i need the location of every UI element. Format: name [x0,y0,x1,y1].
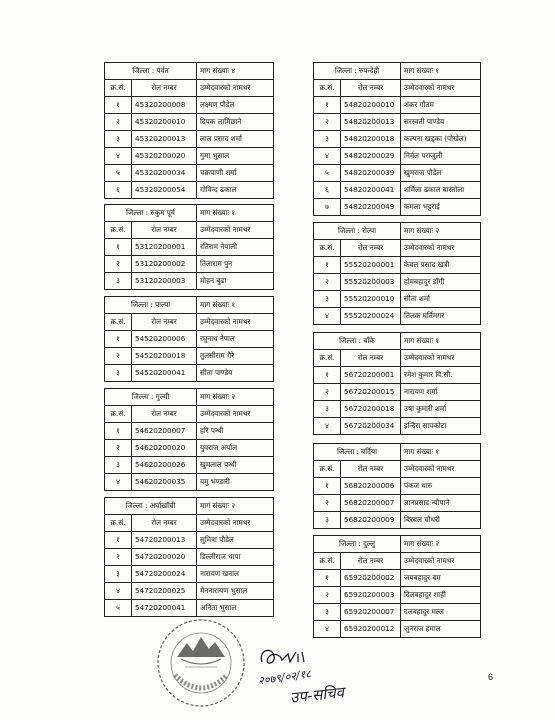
row-name: केवल प्रसाद खत्री [401,257,481,274]
row-sn: ४ [314,621,341,638]
table-row [314,165,481,182]
col-sn-header: क्र.सं. [105,222,132,239]
district-label: जिल्ला : बर्दिया [314,444,401,461]
row-sn: ३ [314,604,341,621]
row-roll: 45320200013 [132,131,197,148]
row-sn: १ [105,532,132,549]
row-roll: 55520200001 [341,257,401,274]
row-roll: 56720200015 [341,384,401,401]
table-row [105,532,274,549]
demand-count: माग संख्याः २ [197,498,274,515]
row-sn: ५ [105,600,132,617]
row-sn: ३ [105,365,132,382]
row-sn: ३ [105,457,132,474]
row-sn: १ [314,570,341,587]
district-label: जिल्ला : पाल्पा [105,297,197,314]
row-sn: ५ [105,165,132,182]
district-table-rolpa [313,222,481,325]
official-seal-icon [155,617,247,709]
table-row [314,621,481,638]
row-name: रमेश कुमार वि.सी. [401,367,481,384]
table-row [105,114,274,131]
row-sn: ३ [105,566,132,583]
demand-count: माग संख्याः १ [197,205,274,222]
table-row [314,418,481,435]
col-name-header: उम्मेदवारको नामथर [401,461,481,478]
col-name-header: उम्मेदवारको नामथर [401,240,481,257]
row-roll: 65920200003 [341,587,401,604]
row-sn: २ [314,384,341,401]
row-roll: 55520200003 [341,274,401,291]
table-row [314,291,481,308]
row-roll: 45320200034 [132,165,197,182]
row-name: शंकर गौतम [401,97,481,114]
col-name-header: उम्मेदवारको नामथर [401,553,481,570]
table-row [314,587,481,604]
row-name: जयबहादुर बम [401,570,481,587]
row-roll: 54820200039 [341,165,401,182]
row-roll: 45320200008 [132,97,197,114]
demand-count: माग संख्याः २ [197,389,274,406]
row-name: अनिता भुसाल [197,600,274,617]
col-roll-header: रोल नम्बर [132,406,197,423]
table-row [314,512,481,529]
row-sn: ४ [105,583,132,600]
district-label: जिल्ला : दुल्लु [314,536,401,553]
demand-count: माग संख्याः १ [197,297,274,314]
row-name: खुमलाल पन्थी [197,457,274,474]
row-sn: २ [105,256,132,273]
row-sn: १ [314,478,341,495]
row-name: ज्ञानप्रसाद न्यौपाने [401,495,481,512]
row-roll: 53120200002 [132,256,197,273]
table-row [105,148,274,165]
row-sn: २ [314,495,341,512]
col-roll-header: रोल नम्बर [132,222,197,239]
row-sn: ५ [314,165,341,182]
district-table-palpa [104,296,274,382]
table-row [314,274,481,291]
district-table-banke [313,332,481,435]
row-name: मेननारायण भुसाल [197,583,274,600]
table-row [314,257,481,274]
row-name: दिलबहादुर शाही [401,587,481,604]
row-roll: 55520200010 [341,291,401,308]
district-label: जिल्ला : रोल्पा [314,223,401,240]
row-roll: 54620200035 [132,474,197,491]
row-sn: ३ [314,401,341,418]
col-roll-header: रोल नम्बर [341,350,401,367]
col-name-header: उम्मेदवारको नामथर [401,350,481,367]
row-sn: २ [314,274,341,291]
table-row [314,114,481,131]
row-roll: 54720200020 [132,549,197,566]
row-roll: 45320200020 [132,148,197,165]
row-roll: 56820200006 [341,478,401,495]
table-row [314,495,481,512]
row-name: होमबहादुर डाँगी [401,274,481,291]
row-name: गुमा भुसाल [197,148,274,165]
table-row [105,182,274,199]
row-sn: २ [314,114,341,131]
row-sn: ३ [105,273,132,290]
table-row [105,273,274,290]
table-row [314,604,481,621]
row-sn: १ [105,97,132,114]
row-name: सीता पाण्डेय [197,365,274,382]
demand-count: माग संख्याः २ [401,536,481,553]
row-name: यमु भण्डारी [197,474,274,491]
row-sn: ६ [314,182,341,199]
table-row [105,239,274,256]
row-name: कमला भट्टराई [401,199,481,216]
row-name: डिल्लीराज थापा [197,549,274,566]
row-name: सीता शर्मा [401,291,481,308]
row-sn: २ [105,114,132,131]
row-sn: ४ [314,148,341,165]
table-row [314,97,481,114]
row-roll: 54820200041 [341,182,401,199]
row-roll: 65920200007 [341,604,401,621]
district-table-arghakhanchi [104,497,274,617]
table-row [105,549,274,566]
row-roll: 56720200001 [341,367,401,384]
row-name: नारायण खनाल [197,566,274,583]
district-table-bardiya [313,443,481,529]
col-sn-header: क्र.सं. [105,314,132,331]
row-sn: १ [105,423,132,440]
table-row [105,423,274,440]
row-roll: 65920200012 [341,621,401,638]
row-roll: 54820200018 [341,131,401,148]
row-roll: 54720200025 [132,583,197,600]
table-row [105,348,274,365]
row-roll: 56720200034 [341,418,401,435]
demand-count: माग संख्याः ४ [197,63,274,80]
district-label: जिल्ला : अर्घाखाँची [105,498,197,515]
col-name-header: उम्मेदवारको नामथर [197,80,274,97]
row-roll: 54720200013 [132,532,197,549]
row-name: तिलक घर्तिमगर [401,308,481,325]
table-row [314,367,481,384]
district-label: जिल्ला : गुल्मी [105,389,197,406]
row-sn: २ [105,348,132,365]
table-row [105,474,274,491]
row-name: शर्मिला ढकाल बास्तोला [401,182,481,199]
row-name: इन्दिरा सापकोटा [401,418,481,435]
col-roll-header: रोल नम्बर [341,80,401,97]
row-sn: १ [314,97,341,114]
row-sn: २ [105,440,132,457]
row-roll: 54620200026 [132,457,197,474]
row-roll: 53120200001 [132,239,197,256]
row-name: तुलसीराम गैरे [197,348,274,365]
table-row [314,199,481,216]
row-sn: ६ [105,182,132,199]
row-roll: 54620200007 [132,423,197,440]
table-row [105,440,274,457]
col-name-header: उम्मेदवारको नामथर [197,406,274,423]
row-name: चक्रपाणी शर्मा [197,165,274,182]
row-roll: 55520200024 [341,308,401,325]
table-row [105,256,274,273]
table-row [105,365,274,382]
table-row [105,566,274,583]
district-label: जिल्ला : बाँके [314,333,401,350]
row-sn: ४ [105,148,132,165]
row-name: निर्मल पराजुली [401,148,481,165]
row-name: हरि पन्थी [197,423,274,440]
signature-title: उप-सचिव [289,683,345,707]
row-roll: 54520200018 [132,348,197,365]
row-roll: 56820200009 [341,512,401,529]
table-row [314,401,481,418]
row-roll: 54520200041 [132,365,197,382]
table-row [314,148,481,165]
table-row [314,308,481,325]
page-number: 6 [488,672,494,682]
row-roll: 54520200006 [132,331,197,348]
row-roll: 45320200054 [132,182,197,199]
row-roll: 54820200049 [341,199,401,216]
table-row [105,97,274,114]
row-sn: ३ [314,291,341,308]
col-roll-header: रोल नम्बर [341,240,401,257]
row-name: सुमित्रा पौडेल [197,532,274,549]
district-table-rupandehi [313,62,481,216]
row-sn: ४ [314,418,341,435]
row-name: कल्पना खड्का (पोखेल) [401,131,481,148]
row-name: सरस्वती पाण्डेय [401,114,481,131]
district-label: जिल्ला : रुकुम पूर्व [105,205,197,222]
row-name: नारायण शर्मा [401,384,481,401]
col-name-header: उम्मेदवारको नामथर [197,222,274,239]
row-name: उषा कुमारी शर्मा [401,401,481,418]
row-sn: २ [105,549,132,566]
row-sn: ३ [314,512,341,529]
col-sn-header: क्र.सं. [314,461,341,478]
row-name: युवराज अर्याल [197,440,274,457]
row-roll: 54820200029 [341,148,401,165]
demand-count: माग संख्याः १ [401,333,481,350]
table-row [105,131,274,148]
table-row [105,165,274,182]
col-sn-header: क्र.सं. [314,553,341,570]
row-sn: ३ [314,131,341,148]
col-roll-header: रोल नम्बर [132,314,197,331]
col-sn-header: क्र.सं. [314,350,341,367]
row-sn: १ [105,331,132,348]
table-row [314,570,481,587]
row-name: बिरबल चौधरी [401,512,481,529]
row-name: लक्ष्मण पौडेल [197,97,274,114]
row-roll: 53120200003 [132,273,197,290]
district-label: जिल्ला : रुपन्देही [314,63,401,80]
col-sn-header: क्र.सं. [314,80,341,97]
col-sn-header: क्र.सं. [105,80,132,97]
row-sn: ७ [314,199,341,216]
demand-count: माग संख्याः १ [401,63,481,80]
district-label: जिल्ला : पर्वत [105,63,197,80]
row-roll: 54820200010 [341,97,401,114]
district-table-dullu [313,535,481,638]
row-sn: २ [314,587,341,604]
district-table-rukum-east [104,204,274,290]
table-row [105,457,274,474]
signature-date: २०७९/०२/१८ [257,667,312,688]
row-roll: 54620200020 [132,440,197,457]
row-sn: ३ [105,131,132,148]
demand-count: माग संख्याः १ [401,444,481,461]
row-name: खुमराज पौडेल [401,165,481,182]
row-name: दलबहादुर मल्ल [401,604,481,621]
col-name-header: उम्मेदवारको नामथर [197,515,274,532]
row-name: रघुनाथ नेपाल [197,331,274,348]
col-name-header: उम्मेदवारको नामथर [401,80,481,97]
row-roll: 54820200013 [341,114,401,131]
col-roll-header: रोल नम्बर [132,80,197,97]
row-sn: ४ [105,474,132,491]
row-sn: १ [105,239,132,256]
col-sn-header: क्र.सं. [105,406,132,423]
table-row [105,600,274,617]
row-name: मोहन बुढा [197,273,274,290]
row-name: जुनराज हमाल [401,621,481,638]
table-row [314,131,481,148]
row-name: गोविन्द ढकाल [197,182,274,199]
demand-count: माग संख्याः २ [401,223,481,240]
col-sn-header: क्र.सं. [314,240,341,257]
table-row [105,583,274,600]
row-roll: 65920200002 [341,570,401,587]
table-row [314,182,481,199]
col-roll-header: रोल नम्बर [341,461,401,478]
table-row [105,331,274,348]
row-roll: 54720200041 [132,600,197,617]
row-roll: 54720200024 [132,566,197,583]
row-name: रतिराम नेपाली [197,239,274,256]
row-sn: १ [314,257,341,274]
col-sn-header: क्र.सं. [105,515,132,532]
row-roll: 56820200007 [341,495,401,512]
row-sn: १ [314,367,341,384]
row-roll: 45320200010 [132,114,197,131]
row-name: दिपक लामिछाने [197,114,274,131]
row-name: लाल प्रसाद शर्मा [197,131,274,148]
row-name: पंकज थारु [401,478,481,495]
row-roll: 56720200018 [341,401,401,418]
district-table-parbat [104,62,274,199]
row-name: तिलाराम पुन [197,256,274,273]
col-name-header: उम्मेदवारको नामथर [197,314,274,331]
table-row [314,384,481,401]
col-roll-header: रोल नम्बर [341,553,401,570]
table-row [314,478,481,495]
row-sn: ४ [314,308,341,325]
district-table-gulmi [104,388,274,491]
col-roll-header: रोल नम्बर [132,515,197,532]
